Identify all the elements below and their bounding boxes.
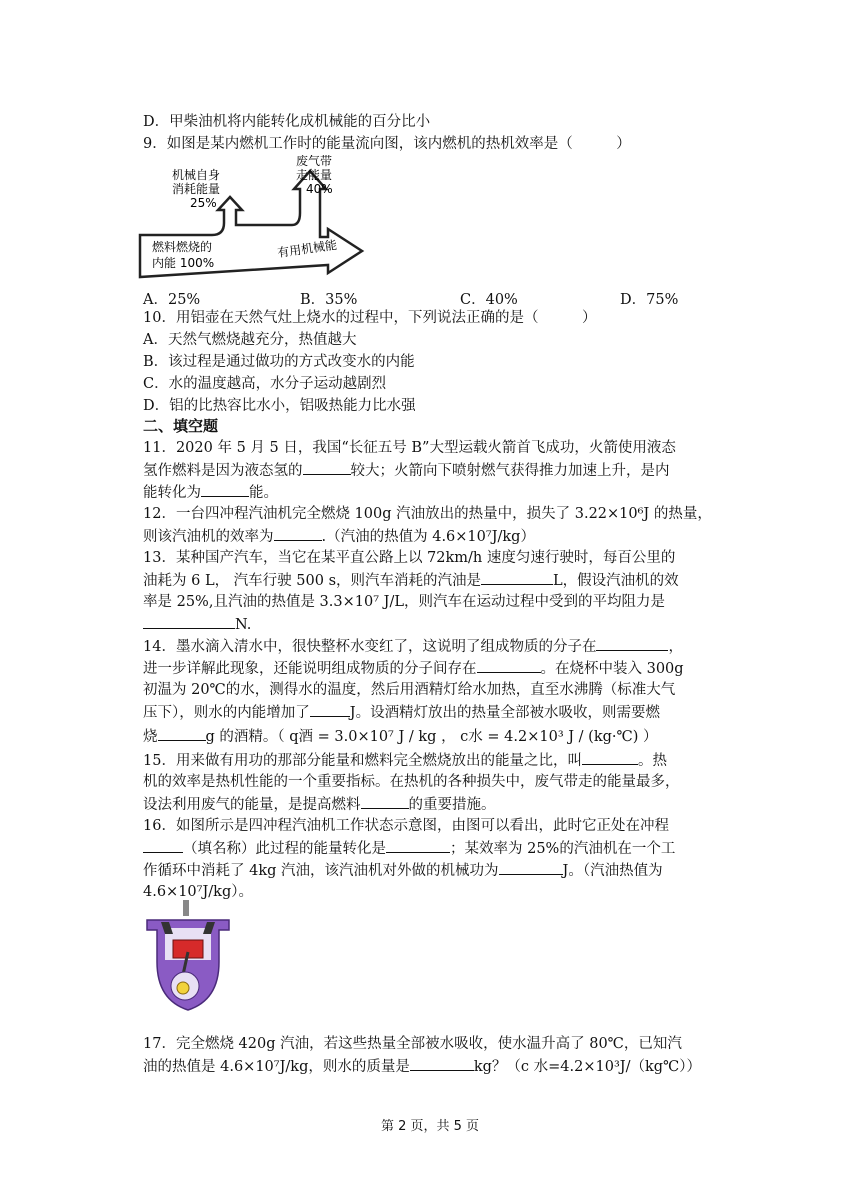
q12-line1: 12．一台四冲程汽油机完全燃烧 100g 汽油放出的热量中，损失了 3.22×10⁶J 的热量，	[143, 506, 712, 522]
q14-line3: 初温为 20℃的水，测得水的温度，然后用酒精灯给水加热，直至水沸腾（标准大气	[143, 682, 676, 698]
q17-line1: 17．完全燃烧 420g 汽油，若这些热量全部被水吸收，使水温升高了 80℃，已知汽	[143, 1036, 682, 1052]
q15-line2: 机的效率是热机性能的一个重要指标。在热机的各种损失中，废气带走的能量最多，	[143, 774, 680, 790]
q11-line2: 氢作燃料是因为液态氢的 较大；火箭向下喷射燃气获得推力加速上升，是内	[143, 460, 670, 481]
loss2-line1: 废气带	[296, 155, 333, 168]
loss1-line2: 消耗能量	[172, 182, 221, 196]
q14-line1: 14．墨水滴入清水中，很快整杯水变红了，这说明了组成物质的分子在 ，	[143, 636, 683, 657]
q9-option-d: D．75%	[620, 292, 679, 308]
q10-option-c: C．水的温度越高，水分子运动越剧烈	[143, 376, 387, 392]
answer-blank	[143, 838, 183, 853]
page-footer: 第 2 页，共 5 页	[380, 1119, 480, 1134]
answer-blank	[499, 860, 563, 875]
answer-blank	[582, 750, 638, 765]
q11-line1: 11．2020 年 5 月 5 日，我国“长征五号 B”大型运载火箭首飞成功，火箭使用液态	[143, 440, 676, 456]
q14-line2: 进一步详解此现象，还能说明组成物质的分子间存在 。在烧杯中装入 300g	[143, 658, 684, 679]
q14-line5: 烧 g 的酒精。（ q酒 = 3.0×10⁷ J / kg ， c水 = 4.2×10³ J / (kg·℃) ）	[143, 726, 658, 747]
q15-line3: 设法利用废气的能量，是提高燃料 的重要措施。	[143, 794, 496, 815]
answer-blank	[410, 1056, 474, 1071]
q13-line2: 油耗为 6 L， 汽车行驶 500 s，则汽车消耗的汽油是 L，假设汽油机的效	[143, 570, 679, 591]
q16-line4: 4.6×10⁷J/kg）。	[143, 884, 253, 900]
answer-blank	[143, 614, 235, 629]
answer-blank	[386, 838, 450, 853]
q9-option-a: A．25%	[143, 292, 201, 308]
q9-option-b: B．35%	[300, 292, 358, 308]
answer-blank	[303, 460, 351, 475]
energy-flow-diagram	[132, 155, 372, 290]
q12-line2: 则该汽油机的效率为 .（汽油的热值为 4.6×10⁷J/kg）	[143, 526, 535, 547]
q9-option-c: C．40%	[460, 292, 518, 308]
answer-blank	[274, 526, 322, 541]
question-10: 10．用铝壶在天然气灶上烧水的过程中，下列说法正确的是（ ）	[143, 310, 597, 326]
q16-line1: 16．如图所示是四冲程汽油机工作状态示意图，由图可以看出，此时它正处在冲程	[143, 818, 669, 834]
loss1-line1: 机械自身	[172, 168, 221, 182]
q16-line2: （填名称）此过程的能量转化是 ；某效率为 25%的汽油机在一个工	[143, 838, 675, 859]
q8-option-d: D．甲柴油机将内能转化成机械能的百分比小	[143, 114, 431, 130]
question-9: 9．如图是某内燃机工作时的能量流向图，该内燃机的热机效率是（ ）	[143, 136, 631, 152]
answer-blank	[361, 794, 409, 809]
q13-line1: 13．某种国产汽车，当它在某平直公路上以 72km/h 速度匀速行驶时，每百公里的	[143, 550, 676, 566]
loss2-line3: 40%	[306, 182, 333, 196]
q10-option-a: A．天然气燃烧越充分，热值越大	[143, 332, 357, 348]
q13-line3: 率是 25%,且汽油的热值是 3.3×10⁷ J/L，则汽车在运动过程中受到的平均阻力是	[143, 594, 665, 610]
answer-blank	[201, 482, 249, 497]
answer-blank	[481, 570, 553, 585]
loss1-line3: 25%	[190, 196, 217, 210]
q15-line1: 15．用来做有用功的那部分能量和燃料完全燃烧放出的能量之比，叫 。热	[143, 750, 667, 771]
input-line2: 内能 100%	[152, 256, 215, 270]
section-heading: 二、填空题	[143, 417, 219, 435]
spark-plug	[183, 900, 189, 916]
q14-line4: 压下），则水的内能增加了 J。设酒精灯放出的热量全部被水吸收，则需要燃	[143, 702, 660, 723]
answer-blank	[596, 636, 668, 651]
loss2-line2: 走能量	[296, 168, 333, 182]
crankshaft	[177, 982, 189, 994]
input-line1: 燃料燃烧的	[152, 240, 213, 254]
output-label: 有用机械能	[276, 237, 338, 260]
q10-option-d: D．铝的比热容比水小，铝吸热能力比水强	[143, 398, 416, 414]
answer-blank	[310, 702, 350, 717]
q13-line4: N.	[143, 614, 251, 635]
q11-line3: 能转化为 能。	[143, 482, 278, 503]
q17-line2: 油的热值是 4.6×10⁷J/kg，则水的质量是 kg？（c 水=4.2×10³J/（kg℃））	[143, 1056, 701, 1077]
q16-line3: 作循环中消耗了 4kg 汽油，该汽油机对外做的机械功为 J。（汽油热值为	[143, 860, 663, 881]
answer-blank	[158, 726, 206, 741]
answer-blank	[477, 658, 541, 673]
q10-option-b: B．该过程是通过做功的方式改变水的内能	[143, 354, 415, 370]
engine-diagram	[143, 900, 233, 1020]
